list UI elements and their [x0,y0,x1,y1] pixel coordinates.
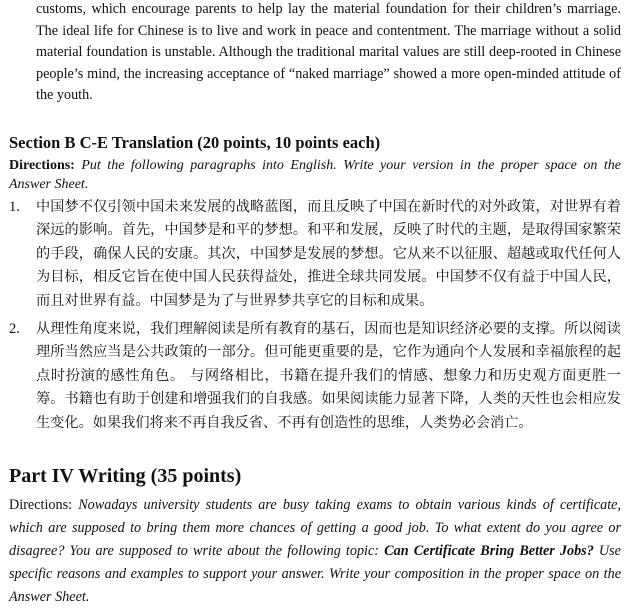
translation-text: 中国梦不仅引领中国未来发展的战略蓝图，而且反映了中国在新时代的对外政策，对世界有着深远的影响。首先，中国梦是和平的梦想。和平和发展，反映了时代的主题，是取得国家繁荣的手段，确保人民的安康。其次，中国梦是发展的梦想。它从来不以征服、超越或取代任何人为目标，相反它旨在使中国人民获得益处，推进全球共同发展。中国梦不仅有益于中国人民，而且对世界有益。中国梦是为了与世界梦共享它的目标和成果。 [36,199,621,309]
translation-text: 从理性角度来说，我们理解阅读是所有教育的基石，因而也是知识经济必要的支撑。所以阅读理所当然应当是公共政策的一部分。但可能更重要的是，它作为通向个人发展和幸福旅程的起点时扮演的感性角色。 与网络相比，书籍在提升我们的情感、想象力和历史观方面更胜一筹。书籍也有助于创建和增强我们的自我感。如果阅读能力显著下降，人类的天性也会相应发生变化。如果我们将来不再自我反省、不再有创造性的思维，人类势必会消亡。 [36,321,621,431]
section-b-heading: Section B C-E Translation (20 points, 10 points each) [9,133,381,152]
section-b-directions-label: Directions: [9,158,75,173]
part-iv-directions [9,494,621,609]
part-iv-directions-label: Directions: [9,497,73,513]
section-b-directions-text: Put the following paragraphs into English. Write your version in the proper space on the Answer Sheet. [9,158,622,192]
part-iv-text-before: Nowadays university students are busy taking exams to obtain various kinds of certificate, which are supposed to bring them more chances of getting a good job. To what extent do you agree or disagree? You are supposed to write about the following topic: [9,497,621,559]
part-iv-text-after: Use specific reasons and examples to support your answer. Write your composition in the proper space on the Answer Sheet. [9,543,621,605]
part-iv-topic: Can Certificate Bring Better Jobs? [384,543,594,559]
item-number: 2. [9,321,20,337]
item-number: 1. [9,199,20,215]
top-paragraph: customs, which encourage parents to help lay the material foundation for their children’s marriage. The ideal life for Chinese is to live and work in peace and contentment. The marriage without a solid material foundation is unstable. Although the traditional marital values are still deep-rooted in Chinese people’s mind, the increasing acceptance of “naked marriage” showed a more open-minded attitude of the youth. [36,1,621,103]
section-b-directions [9,156,621,194]
part-iv-heading: Part IV Writing (35 points) [9,465,242,487]
